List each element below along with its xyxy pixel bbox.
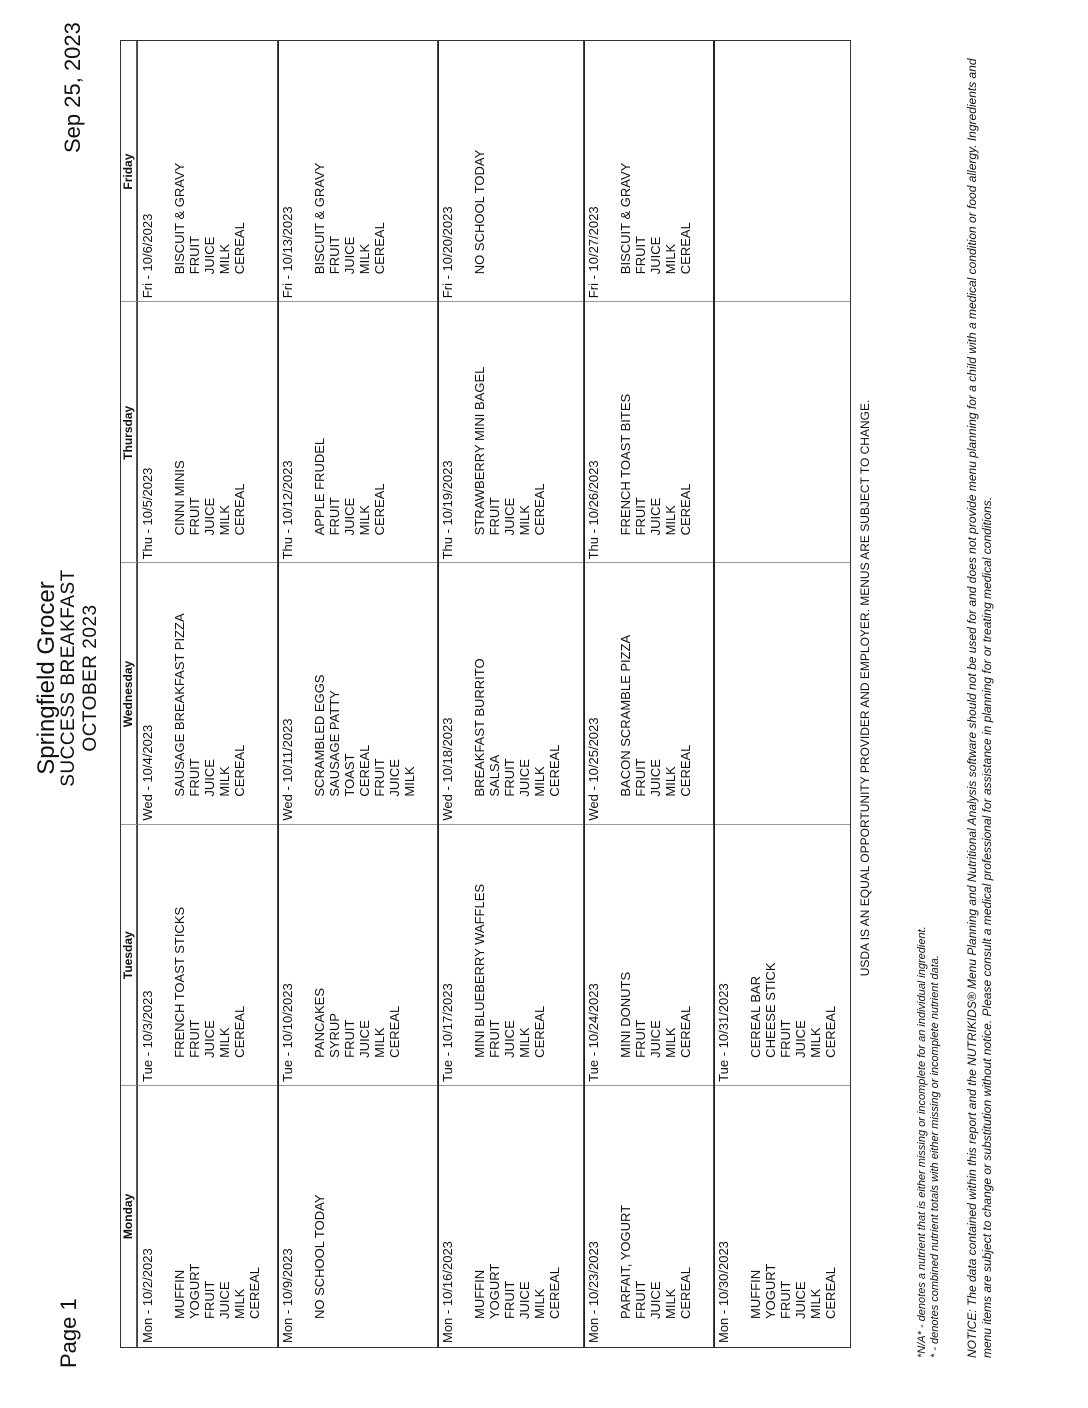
day-header: Wednesday: [121, 563, 137, 824]
footnote-na: *N/A* - denotes a nutrient that is either missing or incomplete for an individual ingredient.: [916, 926, 928, 1358]
menu-day-cell: [437, 825, 583, 1086]
menu-items: MINI BLUEBERRY WAFFLES FRUIT JUICE MILK CEREAL: [472, 883, 547, 1058]
menu-date: Thu - 10/12/2023: [280, 460, 295, 560]
menu-items: MINI DONUTS FRUIT JUICE MILK CEREAL: [618, 971, 693, 1058]
menu-day-cell: [437, 302, 583, 563]
menu-date: Thu - 10/26/2023: [586, 460, 601, 560]
menu-items: FRENCH TOAST STICKS FRUIT JUICE MILK CEREAL: [172, 906, 247, 1058]
menu-day-cell: [437, 41, 583, 302]
menu-items: NO SCHOOL TODAY: [312, 1194, 327, 1319]
menu-day-cell: [713, 825, 843, 1086]
menu-day-cell: [137, 1086, 277, 1347]
menu-month: OCTOBER 2023: [80, 604, 101, 752]
menu-name: SUCCESS BREAKFAST: [58, 569, 79, 787]
menu-items: APPLE FRUDEL FRUIT JUICE MILK CEREAL: [312, 437, 387, 536]
menu-date: Thu - 10/19/2023: [440, 460, 455, 560]
menu-items: BISCUIT & GRAVY FRUIT JUICE MILK CEREAL: [172, 162, 247, 275]
menu-date: Wed - 10/11/2023: [280, 718, 295, 821]
usda-statement: USDA IS AN EQUAL OPPORTUNITY PROVIDER AND EMPLOYER. MENUS ARE SUBJECT TO CHANGE.: [858, 399, 872, 977]
menu-items: SAUSAGE BREAKFAST PIZZA FRUIT JUICE MILK CEREAL: [172, 613, 247, 797]
menu-day-cell: [137, 302, 277, 563]
menu-items: CINNI MINIS FRUIT JUICE MILK CEREAL: [172, 460, 247, 536]
menu-date: Wed - 10/25/2023: [586, 717, 601, 821]
day-header: Thursday: [121, 302, 137, 563]
menu-items: PARFAIT, YOGURT FRUIT JUICE MILK CEREAL: [618, 1204, 693, 1319]
menu-day-cell: [277, 563, 437, 824]
menu-items: MUFFIN YOGURT FRUIT JUICE MILK CEREAL: [172, 1263, 262, 1319]
menu-items: BISCUIT & GRAVY FRUIT JUICE MILK CEREAL: [618, 162, 693, 275]
menu-title: [33, 508, 102, 848]
menu-day-cell: [277, 41, 437, 302]
menu-day-cell: [583, 563, 713, 824]
day-header: Friday: [121, 41, 137, 302]
menu-items: STRAWBERRY MINI BAGEL FRUIT JUICE MILK CEREAL: [472, 366, 547, 536]
menu-day-cell: [277, 302, 437, 563]
menu-items: SCRAMBLED EGGS SAUSAGE PATTY TOAST CEREAL FRUIT JUICE MILK: [312, 674, 417, 797]
menu-date: Wed - 10/4/2023: [140, 724, 155, 821]
menu-day-cell: [137, 563, 277, 824]
day-header: Monday: [121, 1086, 137, 1347]
menu-items: CEREAL BAR CHEESE STICK FRUIT JUICE MILK CEREAL: [748, 962, 838, 1058]
menu-date: Tue - 10/31/2023: [716, 983, 731, 1082]
menu-date: Mon - 10/16/2023: [440, 1241, 455, 1343]
page-number: Page 1: [56, 1298, 81, 1368]
menu-items: BREAKFAST BURRITO SALSA FRUIT JUICE MILK CEREAL: [472, 658, 562, 797]
menu-day-cell: [277, 825, 437, 1086]
menu-day-cell: [437, 563, 583, 824]
menu-items: FRENCH TOAST BITES FRUIT JUICE MILK CEREAL: [618, 393, 693, 536]
menu-items: BACON SCRAMBLE PIZZA FRUIT JUICE MILK CEREAL: [618, 634, 693, 797]
menu-date: Tue - 10/3/2023: [140, 990, 155, 1082]
menu-day-cell: [583, 825, 713, 1086]
menu-items: PANCAKES SYRUP FRUIT JUICE MILK CEREAL: [312, 987, 402, 1058]
menu-date: Thu - 10/5/2023: [140, 467, 155, 560]
menu-items: NO SCHOOL TODAY: [472, 149, 487, 275]
menu-date: Fri - 10/6/2023: [140, 213, 155, 299]
menu-date: Mon - 10/9/2023: [280, 1248, 295, 1343]
menu-day-cell: [583, 41, 713, 302]
menu-date: Mon - 10/23/2023: [586, 1241, 601, 1343]
menu-day-cell: [137, 825, 277, 1086]
menu-date: Fri - 10/20/2023: [440, 206, 455, 299]
menu-day-cell: [713, 1086, 843, 1347]
menu-date: Fri - 10/13/2023: [280, 206, 295, 299]
footnote-star: * - denotes combined nutrient totals with either missing or incomplete nutrient data.: [929, 955, 941, 1358]
menu-date: Mon - 10/2/2023: [140, 1248, 155, 1343]
menu-day-cell: [277, 1086, 437, 1347]
menu-items: MUFFIN YOGURT FRUIT JUICE MILK CEREAL: [472, 1263, 562, 1319]
menu-date: Fri - 10/27/2023: [586, 206, 601, 299]
menu-day-cell: [583, 1086, 713, 1347]
menu-date: Tue - 10/10/2023: [280, 983, 295, 1082]
menu-day-cell: [437, 1086, 583, 1347]
menu-day-cell: [583, 302, 713, 563]
organization-name: Springfield Grocer: [33, 581, 60, 775]
menu-date: Tue - 10/24/2023: [586, 983, 601, 1082]
notice-text: NOTICE: The data contained within this report and the NUTRIKIDS® Menu Planning and Nutritional Analysis software should not be used for and does not provide menu planning for a child with a medical condition or food allergy. Ingredients and menu items are subject to change or substitution without notice. Please consult a medical professional for assistance in planning for or treating medical conditions.: [965, 58, 994, 1358]
menu-calendar-grid: [120, 40, 851, 1348]
day-header: Tuesday: [121, 825, 137, 1086]
menu-items: MUFFIN YOGURT FRUIT JUICE MILK CEREAL: [748, 1263, 838, 1319]
menu-date: Wed - 10/18/2023: [440, 717, 455, 821]
menu-date: Tue - 10/17/2023: [440, 983, 455, 1082]
menu-items: BISCUIT & GRAVY FRUIT JUICE MILK CEREAL: [312, 162, 387, 275]
menu-day-cell: [137, 41, 277, 302]
menu-date: Mon - 10/30/2023: [716, 1241, 731, 1343]
print-date: Sep 25, 2023: [60, 22, 85, 153]
